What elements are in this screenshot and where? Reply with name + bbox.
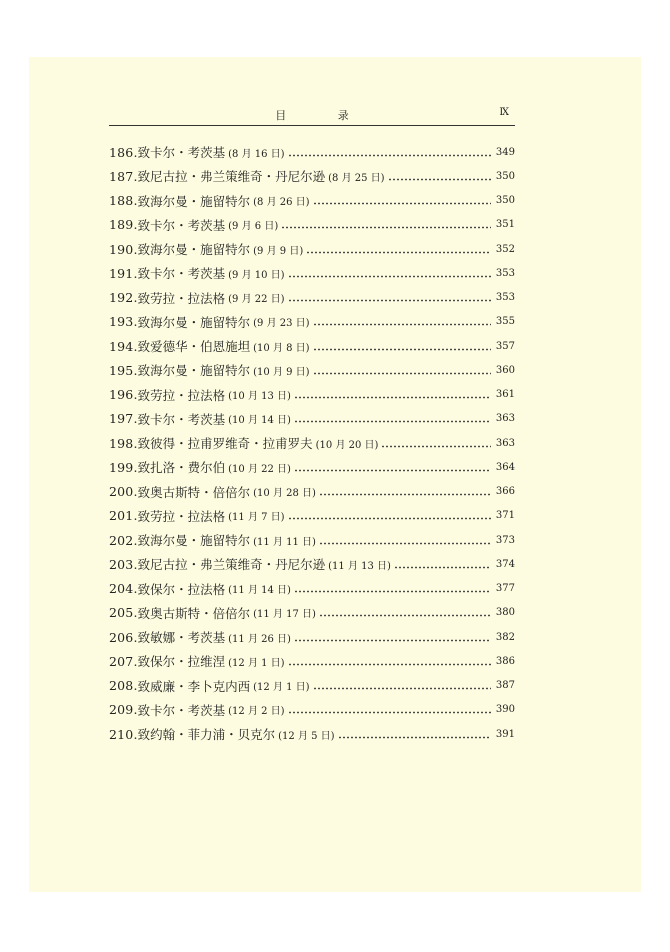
entry-page-number: 364 (495, 461, 515, 473)
dot-leader (294, 420, 491, 423)
entry-date: (11 月 11 日) (253, 536, 316, 548)
entry-recipient: 致海尔曼・施留特尔 (137, 314, 251, 330)
dot-leader (294, 639, 491, 642)
entry-number: 208. (109, 678, 138, 694)
entry-number: 188. (109, 193, 138, 209)
entry-date: (10 月 9 日) (253, 366, 310, 378)
page-folio: Ⅸ (499, 107, 509, 118)
entry-number: 200. (109, 484, 138, 500)
toc-entry (109, 504, 515, 528)
entry-page-number: 382 (495, 631, 515, 643)
entry-number: 210. (109, 726, 138, 742)
entry-date: (11 月 7 日) (228, 512, 285, 524)
entry-recipient: 致海尔曼・施留特尔 (137, 193, 251, 209)
entry-number: 186. (109, 144, 138, 160)
dot-leader (319, 614, 491, 617)
entry-date: (9 月 22 日) (228, 294, 285, 306)
entry-page-number: 353 (495, 292, 515, 304)
toc-entry (109, 286, 515, 310)
entry-page-number: 386 (495, 655, 515, 667)
entry-date: (9 月 9 日) (253, 245, 304, 257)
entry-number: 196. (109, 387, 138, 403)
toc-entry (109, 577, 515, 601)
entry-page-number: 391 (495, 728, 515, 740)
toc-entry (109, 407, 515, 431)
toc-entry (109, 601, 515, 625)
running-head (109, 103, 515, 126)
dot-leader (319, 493, 491, 496)
page-title: 目 录 (275, 109, 373, 122)
entry-date: (12 月 5 日) (278, 730, 335, 742)
entry-number: 207. (109, 653, 138, 669)
dot-leader (313, 202, 491, 205)
entry-date: (12 月 1 日) (228, 657, 285, 669)
dot-leader (288, 154, 491, 157)
toc-entry (109, 698, 515, 722)
entry-number: 195. (109, 362, 138, 378)
entry-date: (12 月 2 日) (228, 706, 285, 718)
entry-recipient: 致卡尔・考茨基 (137, 411, 226, 427)
entry-number: 199. (109, 459, 138, 475)
entry-date: (11 月 26 日) (228, 633, 291, 645)
entry-number: 205. (109, 605, 138, 621)
entry-page-number: 363 (495, 437, 515, 449)
dot-leader (294, 469, 491, 472)
entry-page-number: 377 (495, 583, 515, 595)
entry-date: (12 月 1 日) (253, 682, 310, 694)
entry-recipient: 致扎洛・费尔伯 (137, 460, 226, 476)
entry-recipient: 致约翰・菲力浦・贝克尔 (137, 727, 276, 743)
entry-number: 202. (109, 532, 138, 548)
entry-recipient: 致保尔・拉法格 (137, 581, 226, 597)
dot-leader (313, 372, 491, 375)
dot-leader (381, 445, 491, 448)
dot-leader (338, 736, 491, 739)
toc-entry (109, 480, 515, 504)
entry-page-number: 349 (495, 146, 515, 158)
entry-date: (11 月 17 日) (253, 609, 316, 621)
entry-recipient: 致劳拉・拉法格 (137, 387, 226, 403)
entry-number: 189. (109, 217, 138, 233)
entry-recipient: 致海尔曼・施留特尔 (137, 533, 251, 549)
entry-date: (10 月 20 日) (315, 439, 379, 451)
toc-entry (109, 455, 515, 479)
entry-page-number: 390 (495, 704, 515, 716)
dot-leader (288, 299, 491, 302)
entry-recipient: 致尼古拉・弗兰策维奇・丹尼尔逊 (137, 557, 326, 573)
entry-page-number: 371 (495, 510, 515, 522)
toc-entry (109, 528, 515, 552)
dot-leader (313, 348, 491, 351)
entry-recipient: 致海尔曼・施留特尔 (137, 363, 251, 379)
toc-entry (109, 140, 515, 164)
toc-entry (109, 164, 515, 188)
entry-date: (10 月 28 日) (253, 488, 316, 500)
dot-leader (388, 178, 491, 181)
entry-page-number: 374 (495, 558, 515, 570)
entry-page-number: 363 (495, 413, 515, 425)
entry-number: 201. (109, 508, 138, 524)
entry-recipient: 致彼得・拉甫罗维奇・拉甫罗夫 (137, 436, 313, 452)
toc-entry (109, 722, 515, 746)
dot-leader (306, 251, 491, 254)
entry-number: 204. (109, 581, 138, 597)
entry-date: (8 月 16 日) (228, 148, 285, 160)
entry-recipient: 致奥古斯特・倍倍尔 (137, 484, 251, 500)
entry-recipient: 致奥古斯特・倍倍尔 (137, 605, 251, 621)
entry-date: (9 月 10 日) (228, 269, 285, 281)
entry-page-number: 355 (495, 316, 515, 328)
entry-number: 190. (109, 241, 138, 257)
entry-recipient: 致海尔曼・施留特尔 (137, 242, 251, 258)
table-of-contents (109, 140, 515, 746)
entry-recipient: 致威廉・李卜克内西 (137, 678, 251, 694)
toc-entry (109, 334, 515, 358)
entry-page-number: 350 (495, 170, 515, 182)
toc-entry (109, 552, 515, 576)
entry-number: 206. (109, 629, 138, 645)
entry-page-number: 366 (495, 486, 515, 498)
dot-leader (288, 711, 491, 714)
entry-date: (9 月 6 日) (228, 221, 279, 233)
entry-page-number: 387 (495, 680, 515, 692)
entry-date: (10 月 14 日) (228, 415, 291, 427)
toc-entry (109, 674, 515, 698)
entry-page-number: 380 (495, 607, 515, 619)
entry-page-number: 350 (495, 195, 515, 207)
entry-number: 193. (109, 314, 138, 330)
entry-number: 209. (109, 702, 138, 718)
entry-page-number: 351 (495, 219, 515, 231)
entry-number: 203. (109, 556, 138, 572)
entry-page-number: 373 (495, 534, 515, 546)
entry-recipient: 致保尔・拉维涅 (137, 654, 226, 670)
entry-number: 187. (109, 168, 138, 184)
entry-page-number: 353 (495, 267, 515, 279)
entry-recipient: 致劳拉・拉法格 (137, 290, 226, 306)
dot-leader (313, 687, 491, 690)
dot-leader (288, 517, 491, 520)
entry-page-number: 352 (495, 243, 515, 255)
entry-number: 194. (109, 338, 138, 354)
dot-leader (319, 542, 491, 545)
entry-recipient: 致卡尔・考茨基 (137, 145, 226, 161)
entry-recipient: 致尼古拉・弗兰策维奇・丹尼尔逊 (137, 169, 326, 185)
entry-date: (9 月 23 日) (253, 318, 310, 330)
entry-date: (8 月 26 日) (253, 197, 310, 209)
toc-entry (109, 189, 515, 213)
entry-recipient: 致卡尔・考茨基 (137, 217, 226, 233)
entry-page-number: 361 (495, 389, 515, 401)
toc-entry (109, 237, 515, 261)
entry-date: (8 月 25 日) (328, 172, 385, 184)
entry-date: (11 月 14 日) (228, 585, 291, 597)
entry-recipient: 致卡尔・考茨基 (137, 266, 226, 282)
entry-date: (11 月 13 日) (328, 560, 391, 572)
entry-number: 192. (109, 290, 138, 306)
entry-recipient: 致爱德华・伯恩施坦 (137, 339, 251, 355)
dot-leader (288, 663, 491, 666)
entry-date: (10 月 8 日) (253, 342, 310, 354)
dot-leader (288, 275, 491, 278)
entry-number: 197. (109, 411, 138, 427)
dot-leader (281, 226, 491, 229)
dot-leader (294, 396, 491, 399)
entry-date: (10 月 13 日) (228, 391, 291, 403)
toc-entry (109, 310, 515, 334)
toc-entry (109, 213, 515, 237)
entry-recipient: 致劳拉・拉法格 (137, 508, 226, 524)
dot-leader (313, 323, 491, 326)
entry-page-number: 357 (495, 340, 515, 352)
dot-leader (294, 590, 491, 593)
entry-number: 198. (109, 435, 138, 451)
toc-entry (109, 431, 515, 455)
entry-number: 191. (109, 265, 138, 281)
entry-recipient: 致卡尔・考茨基 (137, 702, 226, 718)
dot-leader (394, 566, 491, 569)
toc-entry (109, 649, 515, 673)
entry-page-number: 360 (495, 364, 515, 376)
entry-recipient: 致敏娜・考茨基 (137, 630, 226, 646)
toc-entry (109, 358, 515, 382)
toc-entry (109, 261, 515, 285)
entry-date: (10 月 22 日) (228, 463, 291, 475)
toc-entry (109, 625, 515, 649)
toc-entry (109, 383, 515, 407)
